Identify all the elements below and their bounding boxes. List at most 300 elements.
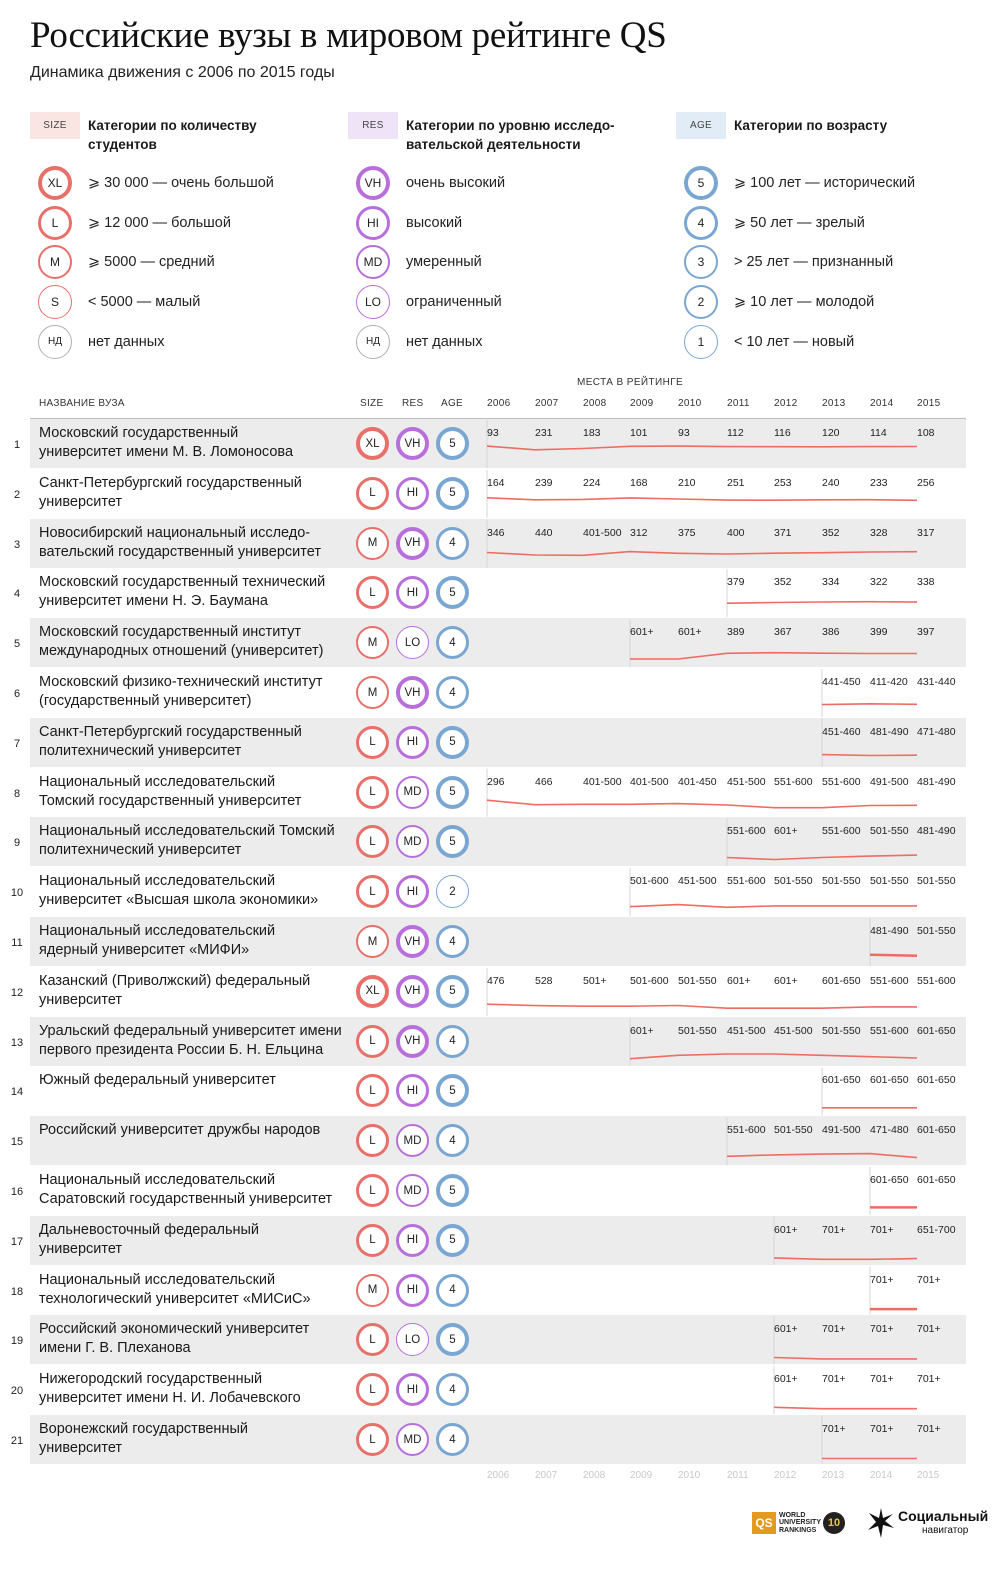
age-badge: 4 — [436, 1423, 469, 1456]
size-badge: L — [356, 1025, 389, 1058]
rank-label: 401-500 — [583, 775, 622, 788]
size-badge: M — [356, 1274, 389, 1307]
rank-label: 551-600 — [727, 825, 766, 838]
university-name: Московский государственный университет имени М. В. Ломоносова — [39, 425, 294, 460]
year-footer-label: 2012 — [774, 1470, 797, 1481]
rank-label: 701+ — [870, 1323, 894, 1336]
rank-label: 601+ — [774, 1323, 798, 1336]
rank-label: 451-500 — [727, 775, 766, 788]
legend-age-circle: 4 — [684, 206, 718, 240]
university-name: Национальный исследовательский технологический университет «МИСиС» — [39, 1271, 311, 1307]
year-header: 2013 — [822, 398, 846, 409]
table-row — [30, 1166, 966, 1216]
rank-label: 501-550 — [774, 875, 813, 888]
table-row — [30, 1266, 966, 1316]
row-number: 21 — [10, 1435, 24, 1447]
table-row — [30, 469, 966, 519]
rank-label: 501-550 — [774, 1124, 813, 1137]
legend-res-item — [356, 285, 656, 319]
university-name: Национальный исследовательский Томский государственный университет — [39, 773, 302, 809]
year-footer-label: 2009 — [630, 1470, 653, 1481]
rank-label: 379 — [727, 576, 745, 589]
rank-label: 401-500 — [583, 526, 622, 539]
rank-label: 441-450 — [822, 676, 861, 688]
res-badge: HI — [396, 875, 429, 908]
legend-res-circle: MD — [356, 245, 390, 279]
res-badge: HI — [396, 1224, 429, 1257]
university-name: Санкт-Петербургский государственный университет — [39, 474, 302, 510]
university-name: Национальный исследовательский Саратовский государственный университет — [39, 1172, 333, 1207]
res-badge: HI — [396, 576, 429, 609]
rank-label: 411-420 — [870, 676, 908, 688]
table-row — [30, 419, 966, 469]
table-row — [30, 718, 966, 768]
year-header: 2011 — [727, 398, 750, 409]
legend-age-label: > 25 лет — признанный — [734, 254, 894, 271]
year-header: 2006 — [487, 398, 511, 409]
rank-label: 114 — [870, 427, 887, 439]
rank-label: 389 — [727, 626, 745, 639]
rank-label: 120 — [822, 427, 840, 439]
age-badge: 4 — [436, 626, 469, 659]
year-header: 2007 — [535, 398, 559, 409]
legend-size-label: ⩾ 12 000 — большой — [88, 214, 231, 231]
table-row — [30, 668, 966, 718]
legend-res-item — [356, 325, 656, 359]
rank-label: 601-650 — [870, 1074, 909, 1087]
legend-age-circle: 5 — [684, 166, 718, 200]
university-name: Российский университет дружбы народов — [39, 1122, 321, 1139]
legend-age-circle: 2 — [684, 285, 718, 319]
year-header: 2012 — [774, 398, 798, 409]
rank-label: 601-650 — [917, 1124, 956, 1137]
legend-size-circle: XL — [38, 166, 72, 200]
table-row — [30, 1017, 966, 1067]
social-navigator-line2: навигатор — [922, 1525, 969, 1536]
rank-label: 651-700 — [917, 1223, 956, 1236]
legend-size-circle: M — [38, 245, 72, 279]
row-number: 20 — [10, 1385, 24, 1398]
rank-label: 701+ — [870, 1423, 894, 1435]
age-badge: 5 — [436, 427, 469, 460]
res-badge: HI — [396, 1373, 429, 1406]
age-badge: 5 — [436, 975, 469, 1008]
rank-label: 601+ — [774, 974, 798, 987]
age-badge: 5 — [436, 825, 469, 858]
table-row — [30, 1365, 966, 1415]
rank-label: 346 — [487, 526, 505, 539]
legend-size-circle: S — [38, 285, 72, 319]
qs-logo — [752, 1510, 845, 1536]
rank-label: 116 — [774, 427, 791, 439]
column-header-age: AGE — [441, 398, 464, 409]
age-badge: 5 — [436, 477, 469, 510]
legend-res-circle: LO — [356, 285, 390, 319]
rank-label: 551-600 — [774, 775, 813, 788]
size-badge: L — [356, 1423, 389, 1456]
age-badge: 5 — [436, 726, 469, 759]
rank-label: 451-500 — [727, 1024, 766, 1037]
res-badge: VH — [396, 527, 429, 560]
age-badge: 4 — [436, 1274, 469, 1307]
university-name: Национальный исследовательский университет «Высшая школа экономики» — [39, 873, 319, 909]
size-badge: M — [356, 527, 389, 560]
rank-label: 112 — [727, 427, 744, 439]
rank-label: 501-550 — [678, 974, 717, 987]
year-footer-label: 2010 — [678, 1470, 701, 1481]
university-name: Нижегородский государственный университет имени Н. И. Лобачевского — [39, 1371, 301, 1407]
size-badge: M — [356, 925, 389, 958]
size-badge: L — [356, 1074, 389, 1107]
legend-age-item — [684, 206, 984, 240]
legend-age-item — [684, 245, 984, 279]
rank-label: 256 — [917, 476, 935, 489]
rank-label: 397 — [917, 626, 935, 639]
legend-res-item — [356, 245, 656, 279]
rank-label: 491-500 — [870, 775, 909, 788]
rank-label: 481-490 — [870, 925, 909, 937]
res-badge: VH — [396, 925, 429, 958]
rank-label: 501-600 — [630, 974, 669, 987]
res-badge: HI — [396, 726, 429, 759]
size-badge: XL — [356, 975, 389, 1008]
rank-label: 551-600 — [822, 825, 861, 838]
legend-size-item — [38, 285, 338, 319]
row-number: 4 — [13, 588, 21, 601]
row-number: 2 — [13, 488, 21, 501]
age-badge: 2 — [436, 875, 469, 908]
table-row — [30, 768, 966, 818]
qs-logo-box: QS — [752, 1512, 776, 1534]
rank-label: 183 — [583, 427, 601, 439]
rank-label: 481-490 — [917, 775, 956, 788]
rank-label: 551-600 — [822, 775, 861, 788]
size-badge: L — [356, 1323, 389, 1356]
rank-label: 224 — [583, 476, 601, 489]
rank-label: 481-490 — [917, 825, 956, 838]
rank-label: 466 — [535, 775, 553, 788]
size-badge: L — [356, 1124, 389, 1157]
table-row — [30, 519, 966, 569]
university-name: Воронежский государственный университет — [39, 1421, 248, 1456]
rank-label: 101 — [630, 427, 648, 439]
legend-size-tag: SIZE — [30, 112, 80, 139]
age-badge: 4 — [436, 527, 469, 560]
rank-label: 701+ — [822, 1223, 846, 1236]
rank-label: 367 — [774, 626, 792, 639]
legend-age-circle: 3 — [684, 245, 718, 279]
row-number: 8 — [13, 787, 21, 800]
rank-label: 451-460 — [822, 725, 861, 738]
legend-size-label: ⩾ 30 000 — очень большой — [88, 175, 274, 191]
row-number: 11 — [11, 937, 23, 949]
table-row — [30, 817, 966, 867]
university-name: Московский государственный технический университет имени Н. Э. Баумана — [39, 574, 326, 610]
rank-label: 328 — [870, 526, 888, 539]
legend-size-item — [38, 245, 338, 279]
table-row — [30, 1415, 966, 1465]
size-badge: L — [356, 1373, 389, 1406]
rank-label: 551-600 — [917, 974, 956, 987]
year-footer-label: 2008 — [583, 1470, 606, 1481]
legend-res-circle: VH — [356, 166, 390, 200]
res-badge: LO — [396, 1323, 429, 1356]
rank-label: 601+ — [630, 626, 654, 639]
table-row — [30, 1216, 966, 1266]
rank-label: 451-500 — [678, 875, 717, 888]
legend-size-circle: L — [38, 206, 72, 240]
size-badge: XL — [356, 427, 389, 460]
size-badge: L — [356, 1224, 389, 1257]
column-header-res: RES — [402, 398, 424, 409]
table-row — [30, 917, 966, 967]
res-badge: MD — [396, 776, 429, 809]
rank-label: 322 — [870, 576, 888, 589]
rank-label: 471-480 — [917, 725, 956, 738]
legend-res-tag: RES — [348, 112, 398, 139]
year-footer-label: 2013 — [822, 1470, 845, 1481]
rank-label: 476 — [487, 974, 505, 987]
legend-age-label: ⩾ 10 лет — молодой — [734, 294, 875, 311]
legend-res-circle: НД — [356, 325, 390, 359]
table-row — [30, 618, 966, 668]
rank-label: 210 — [678, 476, 696, 489]
res-badge: VH — [396, 1025, 429, 1058]
legend-res-label: высокий — [406, 214, 463, 231]
university-name: Национальный исследовательский ядерный университет «МИФИ» — [39, 923, 276, 958]
column-header-size: SIZE — [360, 398, 384, 409]
rank-label: 501-600 — [630, 875, 669, 888]
size-badge: M — [356, 676, 389, 709]
rank-label: 501-550 — [822, 1024, 861, 1037]
res-badge: MD — [396, 1174, 429, 1207]
rank-label: 400 — [727, 526, 745, 539]
rank-label: 601+ — [774, 825, 798, 838]
year-header: 2015 — [917, 398, 941, 409]
legend-size-label: нет данных — [88, 333, 165, 350]
rank-label: 399 — [870, 626, 888, 639]
rank-label: 93 — [678, 427, 690, 439]
res-badge: MD — [396, 1124, 429, 1157]
university-name: Национальный исследовательский Томский политехнический университет — [39, 823, 335, 859]
res-badge: LO — [396, 626, 429, 659]
rank-label: 491-500 — [822, 1124, 861, 1137]
legend-res-item — [356, 206, 656, 240]
rank-label: 701+ — [822, 1373, 846, 1386]
page-title: Российские вузы в мировом рейтинге QS — [30, 15, 667, 56]
table-row — [30, 1066, 966, 1116]
legend-res-label: умеренный — [406, 254, 482, 271]
rank-label: 253 — [774, 476, 792, 489]
page-subtitle: Динамика движения с 2006 по 2015 годы — [30, 64, 335, 81]
legend-age-heading: Категории по возрасту — [734, 118, 888, 133]
rank-label: 551-600 — [727, 875, 766, 888]
rank-label: 701+ — [870, 1223, 894, 1236]
rank-label: 501-550 — [870, 875, 909, 888]
legend-size-item — [38, 325, 338, 359]
legend-res-heading: Категории по уровню исследо- вательской деятельности — [406, 118, 615, 152]
rank-label: 401-500 — [630, 775, 669, 788]
row-number: 13 — [10, 1036, 24, 1049]
rank-label: 701+ — [822, 1323, 846, 1336]
university-name: Московский физико-технический институт (государственный университет) — [39, 674, 323, 709]
rank-label: 601+ — [630, 1024, 654, 1037]
rank-label: 501-550 — [917, 875, 956, 888]
table-row — [30, 568, 966, 618]
rank-label: 501+ — [583, 974, 607, 987]
res-badge: MD — [396, 1423, 429, 1456]
rank-label: 108 — [917, 427, 935, 439]
legend-age-item — [684, 166, 984, 200]
rank-label: 601-650 — [917, 1024, 956, 1037]
rank-label: 481-490 — [870, 725, 909, 738]
legend-age-label: ⩾ 100 лет — исторический — [734, 175, 916, 191]
rank-label: 371 — [774, 526, 792, 539]
size-badge: M — [356, 626, 389, 659]
rank-label: 601-650 — [822, 974, 861, 987]
rank-label: 501-550 — [678, 1024, 717, 1037]
university-name: Уральский федеральный университет имени первого президента России Б. Н. Ельцина — [39, 1022, 342, 1058]
legend-age-item — [684, 285, 984, 319]
rank-label: 471-480 — [870, 1124, 909, 1137]
social-navigator-line1: Социальный — [898, 1508, 989, 1524]
rank-label: 386 — [822, 626, 840, 639]
age-badge: 5 — [436, 1323, 469, 1356]
table-row — [30, 967, 966, 1017]
legend-age-label: ⩾ 50 лет — зрелый — [734, 214, 865, 231]
rank-label: 164 — [487, 476, 505, 489]
year-header: 2014 — [870, 398, 894, 409]
table-row — [30, 867, 966, 917]
legend-res-circle: HI — [356, 206, 390, 240]
res-badge: VH — [396, 975, 429, 1008]
legend-size-heading: Категории по количеству студентов — [88, 118, 257, 152]
rank-label: 701+ — [917, 1373, 941, 1386]
legend-size-item — [38, 166, 338, 200]
rank-label: 601+ — [774, 1223, 798, 1236]
university-name: Казанский (Приволжский) федеральный университет — [39, 972, 311, 1008]
rank-label: 601-650 — [870, 1174, 909, 1186]
row-number: 16 — [10, 1186, 24, 1198]
age-badge: 4 — [436, 1373, 469, 1406]
rank-label: 231 — [535, 427, 553, 439]
year-header: 2010 — [678, 398, 702, 409]
social-navigator-logo — [866, 1506, 989, 1540]
legend-age-label: < 10 лет — новый — [734, 333, 855, 350]
row-number: 15 — [10, 1136, 24, 1149]
legend-size-label: < 5000 — малый — [88, 294, 201, 311]
rank-label: 701+ — [870, 1273, 894, 1286]
rank-label: 251 — [727, 476, 745, 489]
rank-label: 501-550 — [917, 925, 956, 937]
rank-label: 440 — [535, 526, 553, 539]
qs-logo-text: WORLD UNIVERSITY RANKINGS — [779, 1511, 822, 1534]
social-navigator-icon — [866, 1506, 896, 1540]
rating-label: МЕСТА В РЕЙТИНГЕ — [577, 377, 684, 388]
row-number: 19 — [10, 1335, 24, 1348]
row-number: 6 — [13, 688, 21, 700]
rank-label: 431-440 — [917, 676, 956, 688]
age-badge: 4 — [436, 1124, 469, 1157]
university-name: Российский экономический университет имени Г. В. Плеханова — [39, 1321, 310, 1357]
year-footer-label: 2007 — [535, 1470, 558, 1481]
rank-label: 296 — [487, 775, 505, 788]
university-name: Московский государственный институт международных отношений (университет) — [39, 624, 324, 660]
rank-label: 601+ — [727, 974, 751, 987]
size-badge: L — [356, 477, 389, 510]
rank-label: 551-600 — [727, 1124, 766, 1137]
row-number: 10 — [10, 887, 24, 900]
university-name: Дальневосточный федеральный университет — [39, 1221, 260, 1257]
university-name: Южный федеральный университет — [39, 1072, 276, 1089]
legend-res-label: ограниченный — [406, 294, 502, 311]
table-row — [30, 1116, 966, 1166]
rank-label: 601-650 — [917, 1174, 956, 1186]
rank-label: 239 — [535, 476, 553, 489]
row-number: 3 — [13, 538, 21, 551]
rank-label: 93 — [487, 427, 499, 439]
rank-label: 401-450 — [678, 775, 717, 788]
rank-label: 501-550 — [870, 825, 909, 838]
res-badge: VH — [396, 676, 429, 709]
rank-label: 352 — [774, 576, 792, 589]
legend-res-label: очень высокий — [406, 175, 506, 191]
legend-age-circle: 1 — [684, 325, 718, 359]
rank-label: 233 — [870, 476, 888, 489]
size-badge: L — [356, 1174, 389, 1207]
rank-label: 551-600 — [870, 1024, 909, 1037]
res-badge: MD — [396, 825, 429, 858]
rank-label: 701+ — [822, 1423, 846, 1435]
age-badge: 4 — [436, 676, 469, 709]
age-badge: 5 — [436, 1174, 469, 1207]
rank-label: 501-550 — [822, 875, 861, 888]
age-badge: 4 — [436, 1025, 469, 1058]
rank-label: 334 — [822, 576, 840, 589]
column-header-name: НАЗВАНИЕ ВУЗА — [39, 398, 125, 409]
rank-label: 701+ — [917, 1323, 941, 1336]
rank-label: 312 — [630, 526, 648, 539]
university-name: Санкт-Петербургский государственный политехнический университет — [39, 723, 302, 759]
size-badge: L — [356, 875, 389, 908]
age-badge: 5 — [436, 1074, 469, 1107]
rank-label: 701+ — [917, 1423, 941, 1435]
res-badge: HI — [396, 1274, 429, 1307]
row-number: 17 — [10, 1235, 24, 1248]
university-name: Новосибирский национальный исследо- вательский государственный университет — [39, 524, 321, 560]
row-number: 7 — [13, 737, 21, 750]
size-badge: L — [356, 576, 389, 609]
age-badge: 5 — [436, 776, 469, 809]
rank-label: 375 — [678, 526, 696, 539]
row-number: 18 — [10, 1285, 24, 1298]
year-footer-label: 2015 — [917, 1470, 940, 1481]
row-number: 9 — [13, 837, 21, 850]
qs-logo-ten: 10 — [823, 1512, 845, 1534]
rank-label: 317 — [917, 526, 935, 539]
row-number: 5 — [13, 638, 21, 651]
age-badge: 4 — [436, 925, 469, 958]
rank-label: 601-650 — [917, 1074, 956, 1087]
year-footer-label: 2011 — [727, 1470, 749, 1481]
rank-label: 601+ — [678, 626, 702, 639]
res-badge: HI — [396, 477, 429, 510]
year-header: 2008 — [583, 398, 607, 409]
rank-label: 240 — [822, 476, 840, 489]
legend-age-item — [684, 325, 984, 359]
age-badge: 5 — [436, 1224, 469, 1257]
year-footer-label: 2014 — [870, 1470, 893, 1481]
